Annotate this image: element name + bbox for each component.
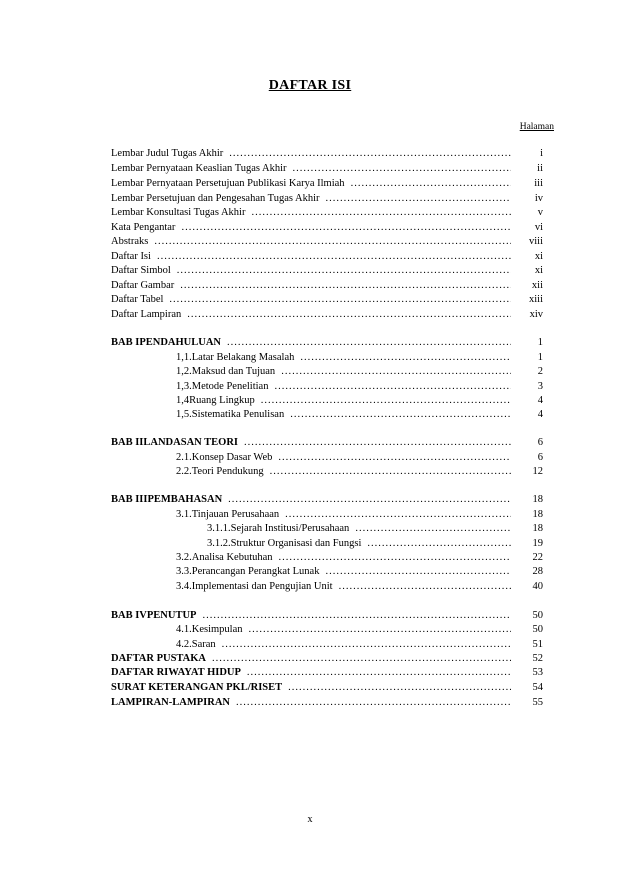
dot-leader bbox=[251, 206, 511, 220]
toc-entry bbox=[111, 666, 543, 680]
dot-leader bbox=[325, 565, 511, 579]
toc-entry-page: 22 bbox=[532, 552, 543, 563]
toc-entry bbox=[207, 537, 543, 551]
toc-entry-number: 4.2. bbox=[176, 639, 192, 650]
toc-entry-label: DAFTAR RIWAYAT HIDUP bbox=[111, 667, 241, 678]
toc-entry-page: 54 bbox=[532, 682, 543, 693]
toc-entry-label: LANDASAN TEORI bbox=[143, 437, 239, 448]
toc-entry-label: Lembar Pernyataan Persetujuan Publikasi Karya Ilmiah bbox=[111, 178, 345, 189]
toc-entry bbox=[176, 638, 543, 652]
halaman-label: Halaman bbox=[519, 122, 554, 132]
toc-entry bbox=[111, 696, 543, 710]
toc-entry-label: Struktur Organisasi dan Fungsi bbox=[230, 538, 362, 549]
dot-leader bbox=[177, 264, 511, 278]
toc-entry bbox=[176, 508, 543, 522]
toc-entry-number: 4.1. bbox=[176, 624, 192, 635]
dot-leader bbox=[278, 451, 511, 465]
dot-leader bbox=[274, 380, 511, 394]
toc-entry-label: Sistematika Penulisan bbox=[191, 409, 285, 420]
toc-entry-label: Daftar Isi bbox=[111, 251, 151, 262]
toc-entry-page: 28 bbox=[532, 566, 543, 577]
toc-entry bbox=[176, 580, 543, 594]
toc-entry-number: BAB I bbox=[111, 337, 140, 348]
toc-entry bbox=[111, 264, 543, 278]
toc-entry bbox=[176, 365, 543, 379]
toc-entry-number: 3.1.2. bbox=[207, 538, 231, 549]
toc-entry-number: 1,2. bbox=[176, 366, 192, 377]
toc-entry-number: BAB III bbox=[111, 494, 148, 505]
toc-entry-page: 18 bbox=[532, 494, 543, 505]
toc-entry-label: Analisa Kebutuhan bbox=[191, 552, 273, 563]
toc-entry-label: Konsep Dasar Web bbox=[191, 452, 273, 463]
dot-leader bbox=[236, 696, 511, 710]
dot-leader bbox=[157, 250, 511, 264]
toc-entry bbox=[111, 147, 543, 161]
toc-entry bbox=[111, 609, 543, 623]
toc-entry-page: 1 bbox=[537, 337, 543, 348]
toc-entry-label: Lembar Judul Tugas Akhir bbox=[111, 148, 224, 159]
toc-entry bbox=[176, 408, 543, 422]
toc-entry bbox=[176, 565, 543, 579]
toc-entry-number: 1,4 bbox=[176, 395, 190, 406]
toc-entry bbox=[111, 293, 543, 307]
toc-entry-number: 1,5. bbox=[176, 409, 192, 420]
toc-entry-label: Ruang Lingkup bbox=[189, 395, 255, 406]
dot-leader bbox=[227, 336, 511, 350]
toc-entry-label: Sejarah Institusi/Perusahaan bbox=[230, 523, 350, 534]
toc-entry-page: 18 bbox=[532, 523, 543, 534]
page-title: DAFTAR ISI bbox=[268, 78, 352, 93]
dot-leader bbox=[249, 623, 512, 637]
dot-leader bbox=[339, 580, 511, 594]
toc-entry-page: 50 bbox=[532, 610, 543, 621]
toc-entry-label: Tinjauan Perusahaan bbox=[191, 509, 280, 520]
toc-entry-number: 3.1. bbox=[176, 509, 192, 520]
toc-entry bbox=[111, 162, 543, 176]
dot-leader bbox=[270, 465, 511, 479]
toc-entry-label: Daftar Tabel bbox=[111, 294, 164, 305]
toc-entry-page: 4 bbox=[537, 409, 543, 420]
page-number-footer: x bbox=[307, 814, 313, 825]
toc-entry-label: SURAT KETERANGAN PKL/RISET bbox=[111, 682, 283, 693]
toc-entry-page: 50 bbox=[532, 624, 543, 635]
toc-entry-label: Lembar Konsultasi Tugas Akhir bbox=[111, 207, 246, 218]
dot-leader bbox=[202, 609, 511, 623]
toc-entry-label: Daftar Gambar bbox=[111, 280, 175, 291]
toc-entry bbox=[176, 351, 543, 365]
dot-leader bbox=[180, 279, 511, 293]
dot-leader bbox=[244, 436, 511, 450]
toc-entry-page: 19 bbox=[532, 538, 543, 549]
toc-entry-page: iv bbox=[534, 193, 543, 204]
dot-leader bbox=[290, 408, 511, 422]
toc-entry-label: Daftar Lampiran bbox=[111, 309, 182, 320]
toc-entry bbox=[111, 308, 543, 322]
toc-entry-number: 2.2. bbox=[176, 466, 192, 477]
toc-entry-page: xi bbox=[534, 251, 543, 262]
toc-entry-page: 1 bbox=[537, 352, 543, 363]
toc-entry-label: LAMPIRAN-LAMPIRAN bbox=[111, 697, 230, 708]
toc-entry-number: BAB IV bbox=[111, 610, 147, 621]
toc-entry bbox=[207, 522, 543, 536]
toc-entry-label: Perancangan Perangkat Lunak bbox=[191, 566, 320, 577]
toc-entry-label: Teori Pendukung bbox=[191, 466, 264, 477]
toc-entry-label: Lembar Pernyataan Keaslian Tugas Akhir bbox=[111, 163, 287, 174]
toc-entry-page: xiii bbox=[528, 294, 543, 305]
toc-entry-number: BAB II bbox=[111, 437, 144, 448]
toc-entry bbox=[176, 623, 543, 637]
dot-leader bbox=[351, 177, 511, 191]
toc-entry bbox=[111, 192, 543, 206]
toc-entry-label: PENUTUP bbox=[146, 610, 197, 621]
dot-leader bbox=[229, 147, 511, 161]
toc-entry-label: Kesimpulan bbox=[191, 624, 243, 635]
toc-entry-label: Abstraks bbox=[111, 236, 149, 247]
toc-entry-page: 6 bbox=[537, 452, 543, 463]
toc-entry bbox=[111, 177, 543, 191]
toc-entry bbox=[176, 551, 543, 565]
toc-entry-number: 2.1. bbox=[176, 452, 192, 463]
dot-leader bbox=[154, 235, 511, 249]
toc-entry-page: 12 bbox=[532, 466, 543, 477]
dot-leader bbox=[355, 522, 511, 536]
toc-entry bbox=[176, 451, 543, 465]
toc-entry-number: 3.1.1. bbox=[207, 523, 231, 534]
toc-entry bbox=[176, 465, 543, 479]
toc-entry-label: Implementasi dan Pengujian Unit bbox=[191, 581, 333, 592]
toc-entry bbox=[111, 206, 543, 220]
toc-entry-page: 51 bbox=[532, 639, 543, 650]
toc-entry-page: vi bbox=[534, 222, 543, 233]
toc-entry-label: Lembar Persetujuan dan Pengesahan Tugas Akhir bbox=[111, 193, 320, 204]
toc-entry bbox=[111, 336, 543, 350]
dot-leader bbox=[288, 681, 511, 695]
toc-entry bbox=[111, 681, 543, 695]
toc-entry bbox=[111, 652, 543, 666]
toc-entry bbox=[111, 493, 543, 507]
toc-entry bbox=[111, 279, 543, 293]
toc-entry-number: 3.3. bbox=[176, 566, 192, 577]
toc-entry-page: 55 bbox=[532, 697, 543, 708]
toc-entry-page: ii bbox=[537, 163, 543, 174]
toc-entry bbox=[111, 436, 543, 450]
dot-leader bbox=[281, 365, 511, 379]
dot-leader bbox=[293, 162, 511, 176]
dot-leader bbox=[285, 508, 511, 522]
toc-entry-label: Metode Penelitian bbox=[191, 381, 269, 392]
toc-entry-label: DAFTAR PUSTAKA bbox=[111, 653, 206, 664]
toc-entry-page: xi bbox=[534, 265, 543, 276]
toc-entry-label: Maksud dan Tujuan bbox=[191, 366, 276, 377]
toc-entry bbox=[111, 250, 543, 264]
toc-entry-page: 6 bbox=[537, 437, 543, 448]
toc-entry-page: 52 bbox=[532, 653, 543, 664]
toc-entry-page: 18 bbox=[532, 509, 543, 520]
toc-entry-label: PENDAHULUAN bbox=[139, 337, 221, 348]
toc-entry-page: 2 bbox=[537, 366, 543, 377]
toc-entry bbox=[176, 394, 543, 408]
toc-entry-page: viii bbox=[528, 236, 543, 247]
dot-leader bbox=[187, 308, 511, 322]
toc-entry-label: Kata Pengantar bbox=[111, 222, 176, 233]
toc-entry-number: 3.2. bbox=[176, 552, 192, 563]
dot-leader bbox=[247, 666, 511, 680]
toc-entry bbox=[111, 235, 543, 249]
dot-leader bbox=[228, 493, 511, 507]
toc-entry-page: 4 bbox=[537, 395, 543, 406]
toc-entry-number: 3.4. bbox=[176, 581, 192, 592]
toc-entry-number: 1,1. bbox=[176, 352, 192, 363]
dot-leader bbox=[300, 351, 511, 365]
toc-entry bbox=[176, 380, 543, 394]
dot-leader bbox=[212, 652, 511, 666]
dot-leader bbox=[222, 638, 511, 652]
toc-entry-label: Saran bbox=[191, 639, 216, 650]
toc-entry-page: 40 bbox=[532, 581, 543, 592]
toc-entry bbox=[111, 221, 543, 235]
dot-leader bbox=[326, 192, 511, 206]
toc-entry-page: xiv bbox=[529, 309, 543, 320]
toc-entry-label: Daftar Simbol bbox=[111, 265, 171, 276]
toc-entry-page: i bbox=[540, 148, 543, 159]
dot-leader bbox=[279, 551, 511, 565]
toc-entry-page: xii bbox=[531, 280, 543, 291]
toc-entry-page: 53 bbox=[532, 667, 543, 678]
dot-leader bbox=[181, 221, 511, 235]
toc-entry-label: PEMBAHASAN bbox=[147, 494, 223, 505]
dot-leader bbox=[261, 394, 511, 408]
toc-entry-page: iii bbox=[534, 178, 543, 189]
dot-leader bbox=[169, 293, 511, 307]
toc-entry-page: 3 bbox=[537, 381, 543, 392]
toc-entry-label: Latar Belakang Masalah bbox=[191, 352, 295, 363]
dot-leader bbox=[367, 537, 511, 551]
toc-entry-number: 1,3. bbox=[176, 381, 192, 392]
toc-entry-page: v bbox=[537, 207, 543, 218]
